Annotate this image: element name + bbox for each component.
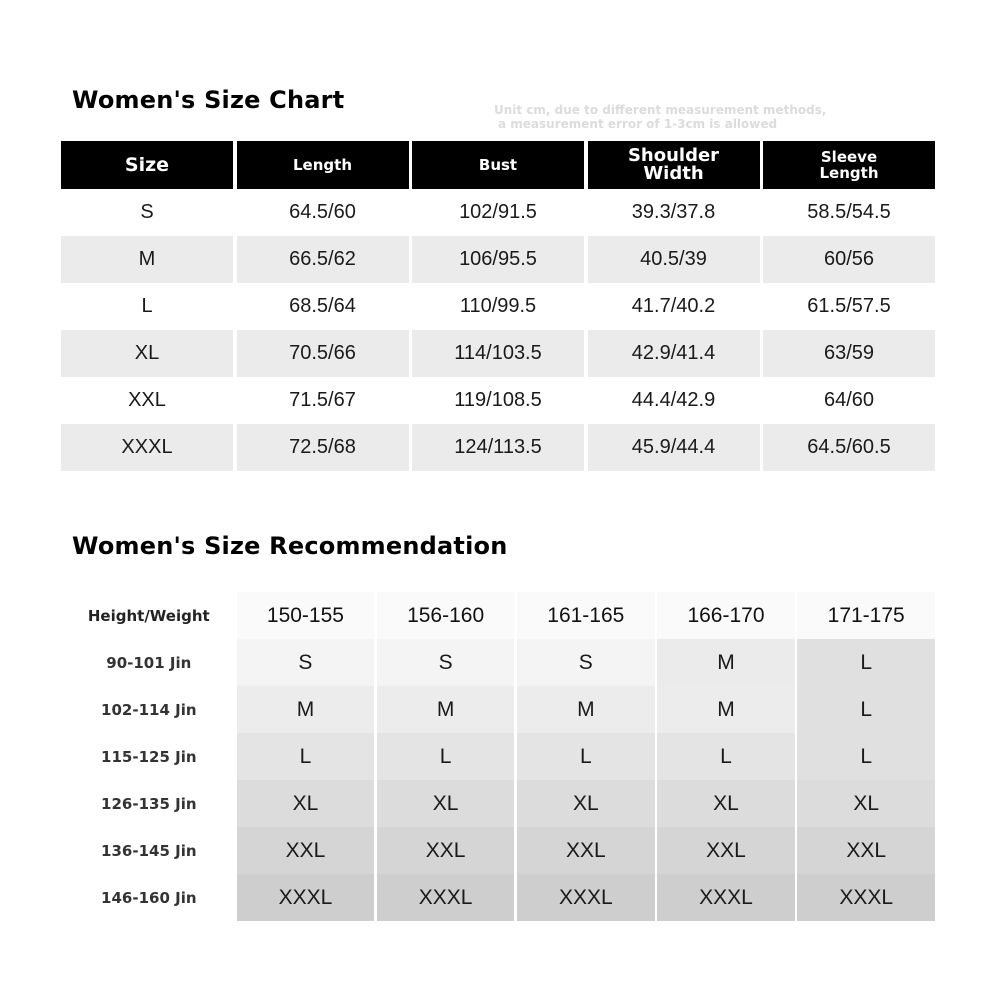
recommended-size-cell: M (657, 639, 795, 686)
recommended-size-cell: L (517, 733, 655, 780)
table-row (61, 639, 935, 686)
header-shoulder-line2: Width (643, 163, 704, 184)
cell-sleeve: 60/56 (763, 236, 935, 283)
cell-length: 72.5/68 (237, 424, 409, 471)
recommended-size-cell: L (237, 733, 375, 780)
table-row (61, 424, 935, 471)
header-size: Size (61, 141, 233, 189)
recommended-size-cell: L (797, 733, 935, 780)
weight-label: 115-125 Jin (101, 747, 197, 766)
weight-label: 136-145 Jin (101, 841, 197, 860)
recommended-size-cell: XL (517, 780, 655, 827)
cell-length: 68.5/64 (289, 295, 356, 317)
recommendation-title: Women's Size Recommendation (72, 532, 508, 560)
table-row (61, 874, 935, 921)
cell-size: XXXL (61, 424, 233, 471)
recommendation-table (61, 592, 935, 921)
recommended-size-cell: XL (237, 780, 375, 827)
cell-shoulder: 40.5/39 (588, 236, 760, 283)
height-header: 156-160 (377, 592, 515, 639)
header-shoulder-width (588, 141, 760, 189)
measurement-note-line2: a measurement error of 1-3cm is allowed (498, 117, 778, 131)
cell-shoulder: 44.4/42.9 (631, 389, 716, 411)
recommended-size-cell: XXL (237, 827, 375, 874)
recommended-size-cell: L (657, 733, 795, 780)
cell-sleeve: 64/60 (823, 389, 875, 411)
recommended-size-cell: S (377, 639, 515, 686)
cell-bust: 106/95.5 (412, 236, 584, 283)
weight-label: 90-101 Jin (106, 653, 192, 672)
cell-shoulder: 41.7/40.2 (631, 295, 716, 317)
size-chart-header-row (61, 141, 935, 189)
table-row (61, 236, 935, 283)
recommended-size-cell: M (237, 686, 375, 733)
recommended-size-cell: XXL (797, 827, 935, 874)
header-sleeve-line2: Length (819, 164, 879, 182)
recommended-size-cell: M (517, 686, 655, 733)
cell-bust: 114/103.5 (412, 330, 584, 377)
recommended-size-cell: XXXL (517, 874, 655, 921)
cell-size: L (141, 295, 153, 317)
recommended-size-cell: XL (377, 780, 515, 827)
height-header: 150-155 (237, 592, 375, 639)
recommendation-header-row (61, 592, 935, 639)
size-chart-body (61, 189, 935, 471)
table-row (61, 827, 935, 874)
recommended-size-cell: XXL (377, 827, 515, 874)
weight-label: 146-160 Jin (101, 888, 197, 907)
cell-bust: 110/99.5 (459, 295, 537, 317)
recommended-size-cell: L (797, 686, 935, 733)
recommended-size-cell: XXL (517, 827, 655, 874)
header-sleeve-length (763, 141, 935, 189)
cell-length: 71.5/67 (289, 389, 356, 411)
table-row (61, 283, 935, 330)
recommended-size-cell: S (517, 639, 655, 686)
measurement-note-line1: Unit cm, due to different measurement methods, (494, 103, 827, 117)
cell-length: 64.5/60 (289, 201, 356, 223)
cell-shoulder: 42.9/41.4 (588, 330, 760, 377)
cell-bust: 124/113.5 (412, 424, 584, 471)
weight-label: 126-135 Jin (101, 794, 197, 813)
table-row (61, 330, 935, 377)
height-header: 161-165 (517, 592, 655, 639)
recommended-size-cell: XXXL (377, 874, 515, 921)
header-length: Length (237, 141, 409, 189)
header-sleeve-line1: Sleeve (820, 148, 878, 166)
table-row (61, 780, 935, 827)
recommended-size-cell: XL (797, 780, 935, 827)
recommended-size-cell: XXL (657, 827, 795, 874)
table-row (61, 189, 935, 236)
header-bust: Bust (412, 141, 584, 189)
table-row (61, 733, 935, 780)
cell-size: S (140, 201, 154, 223)
corner-label: Height/Weight (87, 606, 210, 625)
cell-size: M (61, 236, 233, 283)
cell-sleeve: 58.5/54.5 (807, 201, 891, 223)
cell-sleeve: 63/59 (763, 330, 935, 377)
recommended-size-cell: XXXL (797, 874, 935, 921)
cell-length: 66.5/62 (237, 236, 409, 283)
cell-sleeve: 64.5/60.5 (763, 424, 935, 471)
cell-size: XXL (128, 389, 166, 411)
recommendation-body (61, 639, 935, 921)
cell-size: XL (61, 330, 233, 377)
cell-sleeve: 61.5/57.5 (807, 295, 891, 317)
table-row (61, 377, 935, 424)
cell-shoulder: 45.9/44.4 (588, 424, 760, 471)
cell-bust: 102/91.5 (459, 201, 537, 223)
recommended-size-cell: L (797, 639, 935, 686)
weight-label: 102-114 Jin (101, 700, 197, 719)
recommended-size-cell: XL (657, 780, 795, 827)
size-chart-title: Women's Size Chart (72, 86, 345, 114)
cell-bust: 119/108.5 (454, 389, 542, 411)
table-row (61, 686, 935, 733)
recommended-size-cell: XXXL (237, 874, 375, 921)
recommended-size-cell: XXXL (657, 874, 795, 921)
recommended-size-cell: M (377, 686, 515, 733)
height-header: 171-175 (797, 592, 935, 639)
recommended-size-cell: L (377, 733, 515, 780)
recommended-size-cell: S (237, 639, 375, 686)
size-chart-table (61, 141, 935, 471)
cell-shoulder: 39.3/37.8 (631, 201, 716, 223)
header-shoulder-line1: Shoulder (627, 145, 720, 166)
height-header: 166-170 (657, 592, 795, 639)
recommended-size-cell: M (657, 686, 795, 733)
cell-length: 70.5/66 (237, 330, 409, 377)
measurement-note (494, 103, 914, 131)
